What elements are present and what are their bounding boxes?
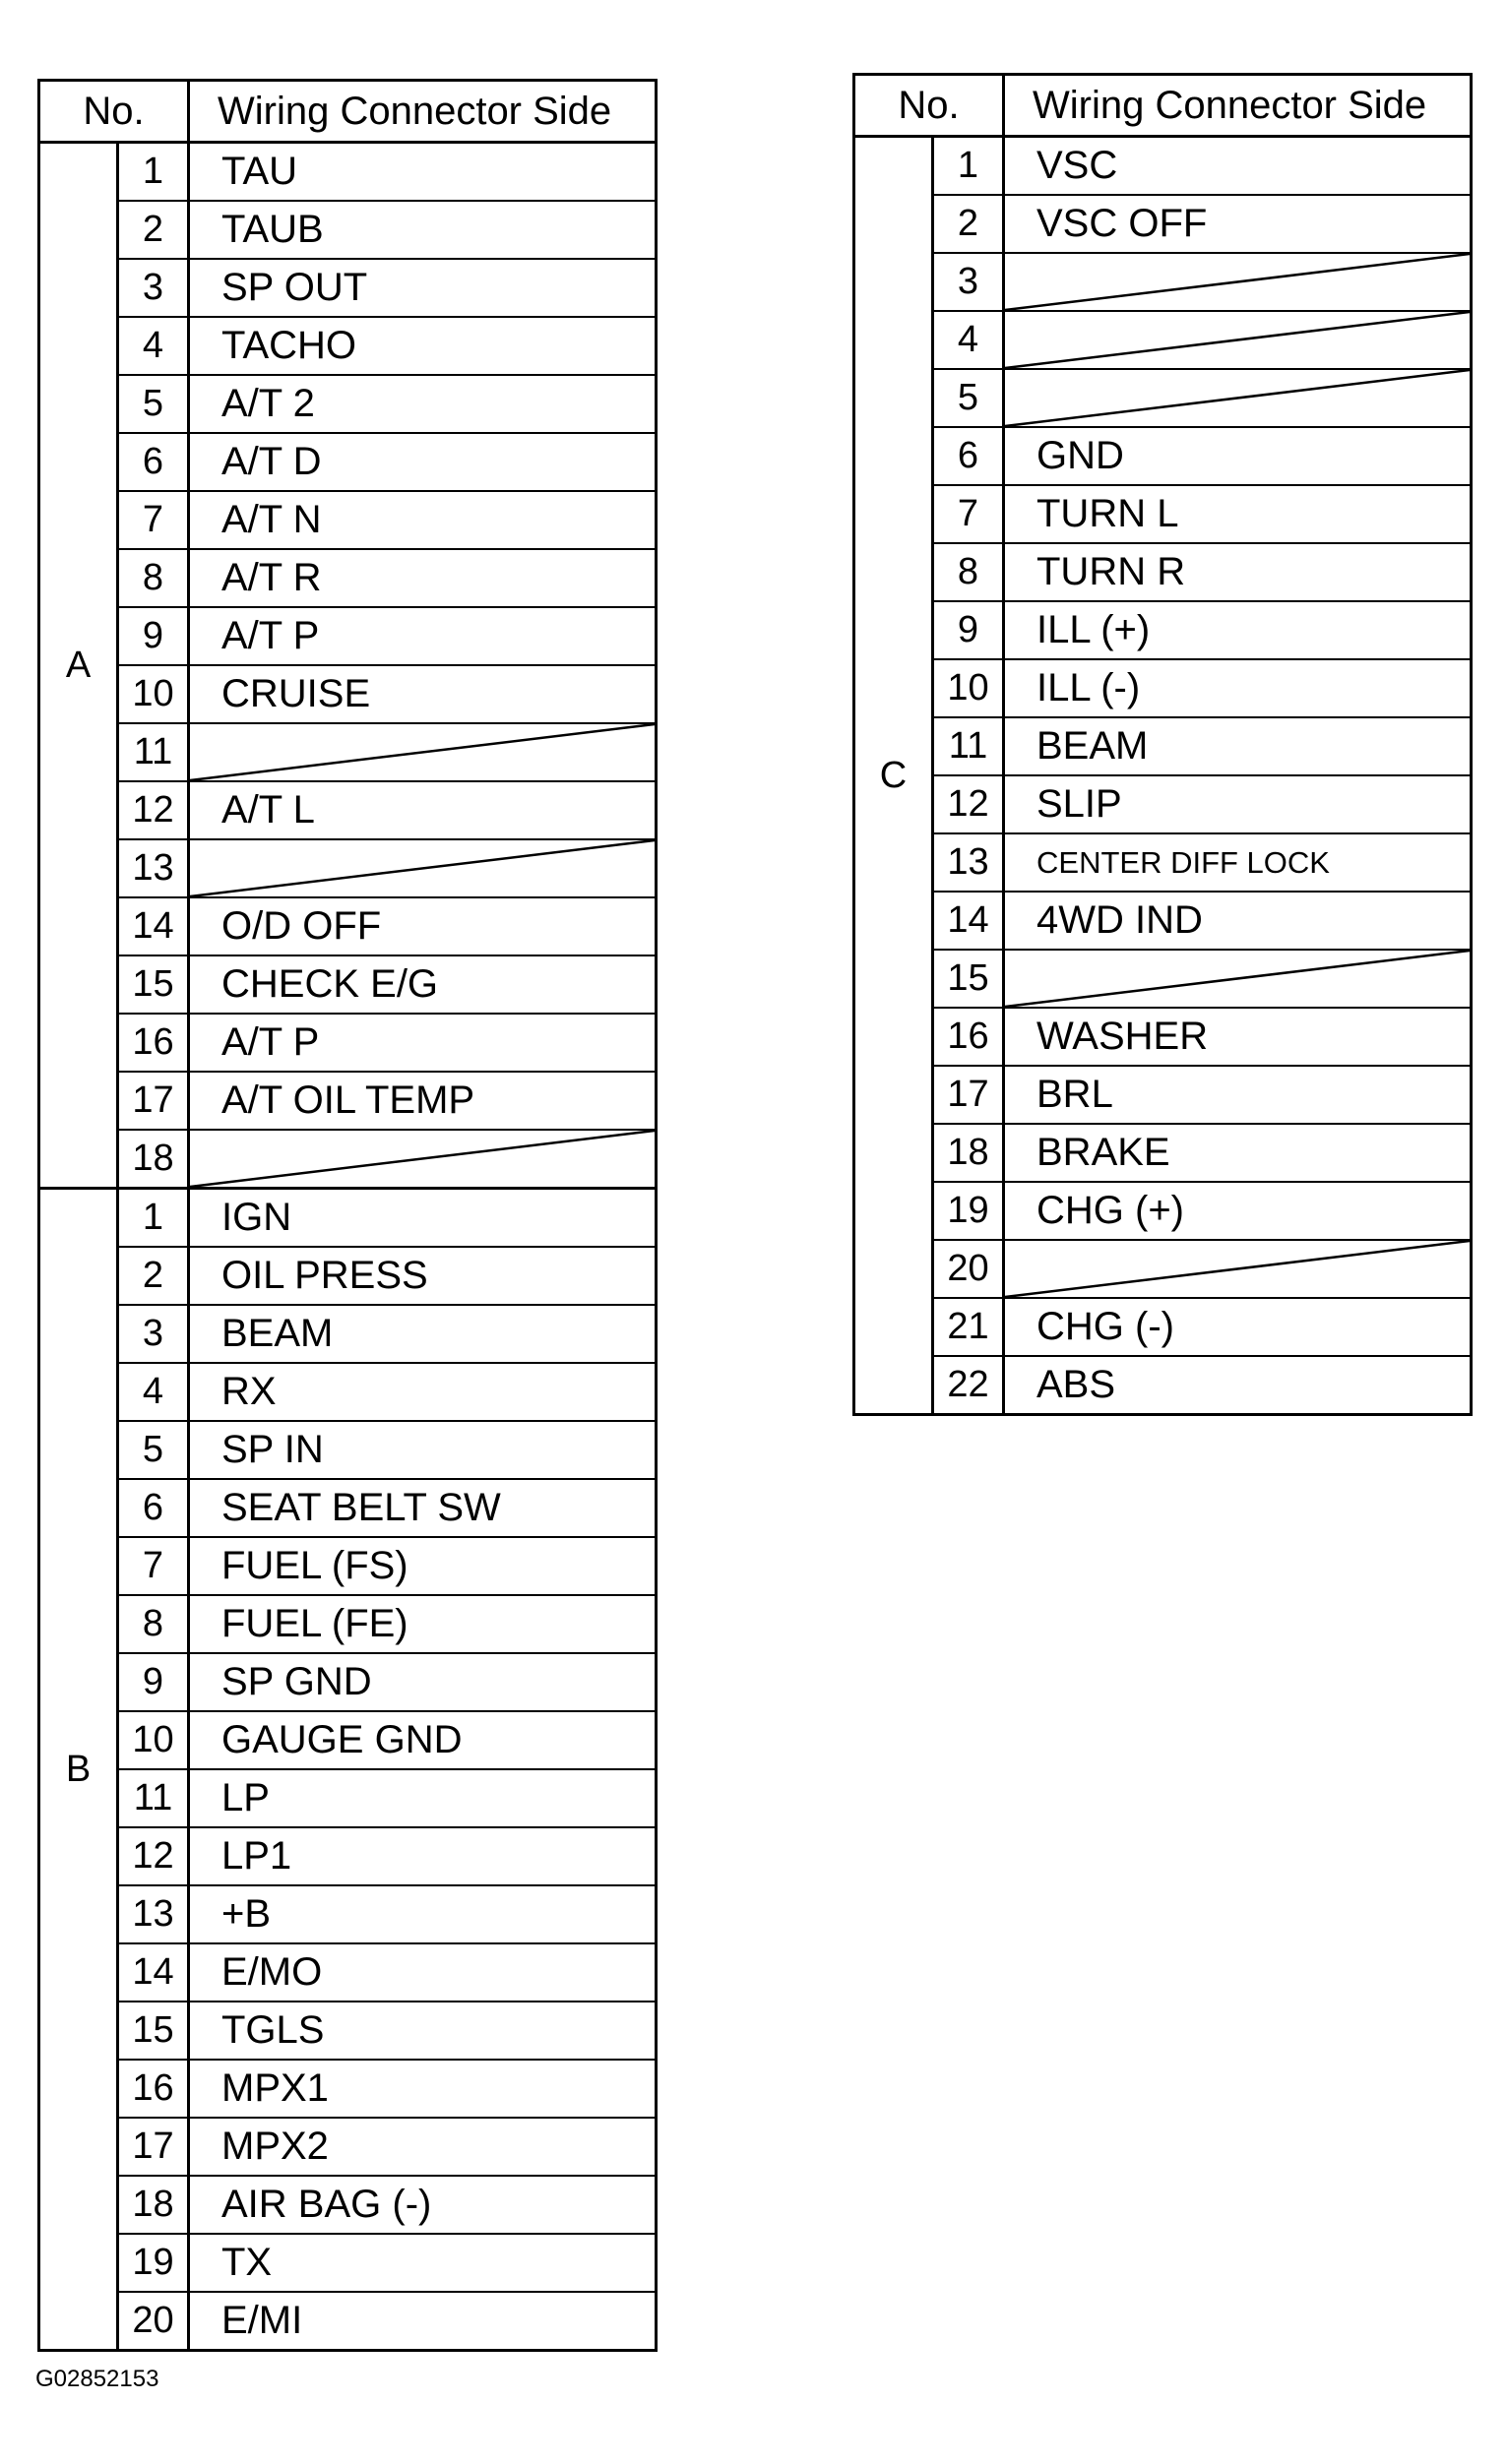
pin-number: 6 — [119, 434, 190, 490]
pin-number: 7 — [934, 486, 1005, 542]
figure-code: G02852153 — [35, 2366, 159, 2392]
pin-number: 18 — [934, 1125, 1005, 1181]
table-row — [119, 1944, 655, 2002]
signal-name: FUEL (FE) — [221, 1602, 408, 1645]
pin-number: 12 — [934, 776, 1005, 832]
table-row — [934, 951, 1470, 1009]
pin-number: 14 — [119, 1944, 190, 2001]
table-row — [119, 202, 655, 260]
signal-name: VSC — [1036, 144, 1118, 187]
table-row — [934, 834, 1470, 893]
table-row — [934, 602, 1470, 660]
header-wiring-connector-side: Wiring Connector Side — [218, 90, 612, 133]
pin-number: 11 — [119, 724, 190, 780]
pin-number: 21 — [934, 1299, 1005, 1355]
signal-name: BRAKE — [1036, 1131, 1170, 1174]
table-row — [119, 608, 655, 666]
signal-name: CHECK E/G — [221, 962, 439, 1006]
diagonal-slash-icon — [190, 724, 655, 780]
unused-pin-slash — [1005, 1241, 1470, 1297]
signal-name: A/T L — [221, 788, 315, 832]
signal-name: A/T N — [221, 498, 322, 541]
diagonal-slash-icon — [190, 1131, 655, 1187]
pin-number: 5 — [119, 376, 190, 432]
table-row — [119, 840, 655, 898]
table-row — [119, 1015, 655, 1073]
connector-label: B — [40, 1190, 119, 2349]
diagonal-slash-icon — [1005, 951, 1470, 1007]
signal-name: E/MO — [221, 1950, 323, 1994]
table-row — [119, 260, 655, 318]
signal-name: TAU — [221, 150, 298, 193]
signal-name: ILL (+) — [1036, 608, 1151, 651]
pin-number: 19 — [934, 1183, 1005, 1239]
signal-name: CHG (+) — [1036, 1189, 1184, 1232]
table-row — [119, 2235, 655, 2293]
signal-name: WASHER — [1036, 1015, 1209, 1058]
signal-name: AIR BAG (-) — [221, 2183, 432, 2226]
table-row — [119, 1886, 655, 1944]
pin-number: 17 — [934, 1067, 1005, 1123]
connector-label: C — [855, 138, 934, 1413]
pin-number: 13 — [934, 834, 1005, 891]
pin-number: 1 — [934, 138, 1005, 194]
table-header — [40, 82, 655, 144]
pin-number: 15 — [119, 2002, 190, 2059]
table-row — [119, 2061, 655, 2119]
signal-name: BEAM — [221, 1312, 334, 1355]
pin-number: 6 — [119, 1480, 190, 1536]
pin-number: 5 — [934, 370, 1005, 426]
table-row — [119, 782, 655, 840]
pin-rows — [119, 1190, 655, 2349]
table-row — [934, 776, 1470, 834]
pin-number: 9 — [119, 608, 190, 664]
signal-name: BEAM — [1036, 724, 1149, 768]
table-row — [119, 898, 655, 956]
pin-number: 7 — [119, 1538, 190, 1594]
pin-number: 2 — [934, 196, 1005, 252]
pin-number: 10 — [934, 660, 1005, 716]
signal-name: ILL (-) — [1036, 666, 1141, 709]
pin-number: 16 — [934, 1009, 1005, 1065]
table-row — [934, 312, 1470, 370]
signal-name: LP — [221, 1776, 270, 1819]
signal-name: TACHO — [221, 324, 357, 367]
pin-number: 10 — [119, 666, 190, 722]
signal-name: FUEL (FS) — [221, 1544, 408, 1587]
pin-number: 8 — [119, 550, 190, 606]
signal-name: GND — [1036, 434, 1124, 477]
connector-label: A — [40, 144, 119, 1187]
pin-number: 2 — [119, 1248, 190, 1304]
table-row — [119, 2119, 655, 2177]
pin-number: 18 — [119, 1131, 190, 1187]
table-row — [119, 1306, 655, 1364]
diagonal-slash-icon — [1005, 254, 1470, 310]
signal-name: +B — [221, 1892, 272, 1936]
table-row — [119, 1712, 655, 1770]
table-row — [119, 1654, 655, 1712]
signal-name: A/T 2 — [221, 382, 315, 425]
signal-name: MPX1 — [221, 2066, 329, 2110]
table-row — [119, 1770, 655, 1828]
signal-name: LP1 — [221, 1834, 292, 1878]
header-no: No. — [40, 82, 190, 141]
pin-number: 22 — [934, 1357, 1005, 1413]
table-row — [119, 550, 655, 608]
table-row — [119, 1364, 655, 1422]
pin-number: 13 — [119, 1886, 190, 1942]
signal-name: SLIP — [1036, 782, 1122, 826]
signal-name: TURN R — [1036, 550, 1186, 593]
table-row — [119, 2002, 655, 2061]
pin-number: 14 — [934, 893, 1005, 949]
table-row — [934, 893, 1470, 951]
diagonal-slash-icon — [1005, 1241, 1470, 1297]
table-row — [934, 428, 1470, 486]
pin-number: 17 — [119, 1073, 190, 1129]
table-header — [855, 76, 1470, 138]
pin-number: 8 — [119, 1596, 190, 1652]
pin-rows — [119, 144, 655, 1187]
table-row — [934, 1299, 1470, 1357]
pin-number: 5 — [119, 1422, 190, 1478]
pin-number: 18 — [119, 2177, 190, 2233]
pin-number: 3 — [934, 254, 1005, 310]
signal-name: CENTER DIFF LOCK — [1036, 845, 1330, 880]
unused-pin-slash — [1005, 254, 1470, 310]
table-row — [934, 1125, 1470, 1183]
table-row — [119, 666, 655, 724]
unused-pin-slash — [1005, 370, 1470, 426]
signal-name: CRUISE — [221, 672, 371, 715]
unused-pin-slash — [190, 840, 655, 896]
pin-number: 2 — [119, 202, 190, 258]
table-row — [119, 724, 655, 782]
connector-table-right — [852, 73, 1473, 1416]
signal-name: A/T P — [221, 614, 320, 657]
pin-number: 9 — [934, 602, 1005, 658]
unused-pin-slash — [1005, 951, 1470, 1007]
signal-name: E/MI — [221, 2299, 303, 2342]
pin-number: 3 — [119, 1306, 190, 1362]
header-no: No. — [855, 76, 1005, 135]
signal-name: SEAT BELT SW — [221, 1486, 501, 1529]
signal-name: TGLS — [221, 2008, 325, 2052]
table-row — [119, 1538, 655, 1596]
signal-name: TURN L — [1036, 492, 1179, 535]
table-row — [934, 370, 1470, 428]
pin-number: 1 — [119, 1190, 190, 1246]
table-row — [934, 1009, 1470, 1067]
table-row — [119, 956, 655, 1015]
table-row — [934, 1241, 1470, 1299]
unused-pin-slash — [190, 1131, 655, 1187]
signal-name: RX — [221, 1370, 277, 1413]
table-row — [934, 1357, 1470, 1413]
signal-name: O/D OFF — [221, 904, 382, 948]
table-row — [119, 376, 655, 434]
diagonal-slash-icon — [1005, 370, 1470, 426]
pin-number: 14 — [119, 898, 190, 955]
table-row — [119, 1190, 655, 1248]
signal-name: SP IN — [221, 1428, 324, 1471]
pin-number: 7 — [119, 492, 190, 548]
pin-number: 12 — [119, 782, 190, 838]
table-row — [119, 1422, 655, 1480]
pin-number: 16 — [119, 2061, 190, 2117]
table-row — [119, 318, 655, 376]
connector-group-a — [40, 144, 655, 1190]
connector-group-b — [40, 1190, 655, 2349]
signal-name: 4WD IND — [1036, 898, 1203, 942]
pin-number: 13 — [119, 840, 190, 896]
pin-number: 3 — [119, 260, 190, 316]
pin-number: 8 — [934, 544, 1005, 600]
signal-name: A/T D — [221, 440, 322, 483]
pin-number: 4 — [934, 312, 1005, 368]
table-row — [119, 492, 655, 550]
table-row — [119, 434, 655, 492]
pin-rows — [934, 138, 1470, 1413]
table-row — [934, 254, 1470, 312]
table-row — [934, 196, 1470, 254]
pin-number: 4 — [119, 1364, 190, 1420]
signal-name: A/T R — [221, 556, 322, 599]
table-row — [119, 1248, 655, 1306]
table-row — [119, 1073, 655, 1131]
pin-number: 12 — [119, 1828, 190, 1884]
pin-number: 20 — [119, 2293, 190, 2349]
signal-name: VSC OFF — [1036, 202, 1208, 245]
pin-number: 10 — [119, 1712, 190, 1768]
diagonal-slash-icon — [190, 840, 655, 896]
pin-number: 17 — [119, 2119, 190, 2175]
pin-number: 4 — [119, 318, 190, 374]
table-row — [934, 544, 1470, 602]
header-wiring-connector-side: Wiring Connector Side — [1033, 84, 1427, 127]
signal-name: IGN — [221, 1196, 292, 1239]
unused-pin-slash — [190, 724, 655, 780]
signal-name: GAUGE GND — [221, 1718, 463, 1761]
pin-number: 20 — [934, 1241, 1005, 1297]
table-row — [119, 2177, 655, 2235]
table-row — [119, 144, 655, 202]
table-row — [119, 2293, 655, 2349]
signal-name: TX — [221, 2241, 273, 2284]
pin-number: 15 — [119, 956, 190, 1013]
signal-name: ABS — [1036, 1363, 1116, 1406]
pin-number: 1 — [119, 144, 190, 200]
signal-name: SP GND — [221, 1660, 372, 1703]
pin-number: 11 — [934, 718, 1005, 774]
connector-group-c — [855, 138, 1470, 1413]
pin-number: 6 — [934, 428, 1005, 484]
signal-name: CHG (-) — [1036, 1305, 1174, 1348]
signal-name: BRL — [1036, 1073, 1113, 1116]
table-row — [934, 138, 1470, 196]
connector-table-left — [37, 79, 658, 2352]
table-row — [934, 486, 1470, 544]
pin-number: 11 — [119, 1770, 190, 1826]
table-row — [119, 1828, 655, 1886]
table-row — [934, 1183, 1470, 1241]
table-row — [119, 1480, 655, 1538]
signal-name: A/T OIL TEMP — [221, 1078, 475, 1122]
pin-number: 16 — [119, 1015, 190, 1071]
signal-name: SP OUT — [221, 266, 368, 309]
table-row — [934, 718, 1470, 776]
table-row — [119, 1596, 655, 1654]
table-row — [934, 1067, 1470, 1125]
pin-number: 19 — [119, 2235, 190, 2291]
diagonal-slash-icon — [1005, 312, 1470, 368]
unused-pin-slash — [1005, 312, 1470, 368]
table-row — [119, 1131, 655, 1187]
table-row — [934, 660, 1470, 718]
signal-name: MPX2 — [221, 2125, 329, 2168]
signal-name: A/T P — [221, 1020, 320, 1064]
pin-number: 9 — [119, 1654, 190, 1710]
signal-name: TAUB — [221, 208, 324, 251]
signal-name: OIL PRESS — [221, 1254, 428, 1297]
pin-number: 15 — [934, 951, 1005, 1007]
